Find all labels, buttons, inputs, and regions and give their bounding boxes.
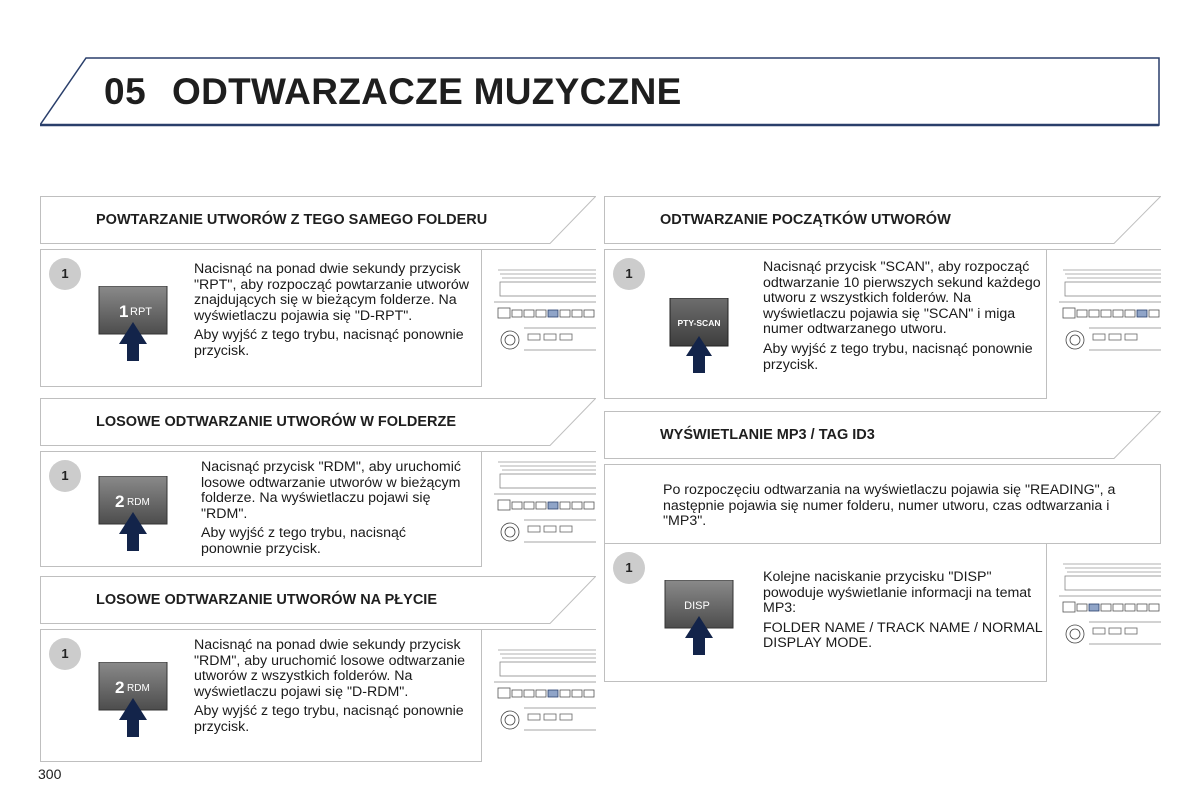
step-number: 1 [613,552,645,584]
instruction-box-repeat [40,249,596,387]
section-title: POWTARZANIE UTWORÓW Z TEGO SAMEGO FOLDERU [96,212,488,228]
instruction-box-scan [604,249,1161,399]
intro-text: Po rozpoczęciu odtwarzania na wyświetlaczu pojawia się "READING", a następnie pojawia się numer folderu, numer utworu, czas odtwarzania i "MP3". [663,482,1116,530]
rdm-button-icon [97,476,169,557]
instruction-text: Nacisnąć przycisk "SCAN", aby rozpocząć odtwarzanie 10 pierwszych sekund każdego utworu z wszystkich folderów. Na wyświetlaczu pojawia się "SCAN" i miga numer odtwarzanego utworu. Aby wyjść z tego trybu, nacisnąć ponownie przycisk. [763,259,1041,373]
section-title: LOSOWE ODTWARZANIE UTWORÓW W FOLDERZE [96,414,457,430]
section-heading-scan [604,196,1161,244]
instruction-text: Kolejne naciskanie przycisku "DISP" powoduje wyświetlanie informacji na temat MP3: FOLDER NAME / TRACK NAME / NORMAL DISPLAY MODE. [763,569,1043,652]
info-box-mp3 [604,464,1161,544]
svg-text:1: 1 [119,302,129,321]
radio-panel-illustration [1046,250,1161,399]
instruction-box-random-disc [40,629,596,762]
svg-text:PTY-SCAN: PTY-SCAN [677,318,721,328]
chapter-title: ODTWARZACZE MUZYCZNE [172,71,682,112]
radio-panel-illustration [481,630,596,762]
svg-text:2: 2 [115,492,125,511]
svg-text:RDM: RDM [127,497,150,508]
instruction-text: Nacisnąć na ponad dwie sekundy przycisk "RDM", aby uruchomić losowe odtwarzanie utworów z wszystkich folderów. Na wyświetlaczu pojawi się "D-RDM". Aby wyjść z tego trybu, nacisnąć ponownie przycisk. [194,637,466,735]
step-number: 1 [49,638,81,670]
step-number: 1 [49,460,81,492]
instruction-box-random-folder [40,451,596,567]
svg-text:RDM: RDM [127,683,150,694]
instruction-text: Nacisnąć przycisk "RDM", aby uruchomić losowe odtwarzanie utworów w bieżącym folderze. Na wyświetlaczu pojawi się "RDM". Aby wyjść z tego trybu, nacisnąć ponownie przycisk. [201,459,461,557]
radio-panel-illustration [481,250,596,387]
section-heading-repeat [40,196,596,244]
step-number: 1 [49,258,81,290]
chapter-number: 05 [104,71,147,112]
rpt-button-icon [97,286,169,367]
svg-text:RPT: RPT [130,306,152,318]
chapter-header [40,57,1161,127]
pty-scan-button-icon [669,298,729,379]
rdm-button-icon [97,662,169,743]
svg-text:DISP: DISP [684,600,710,612]
section-title: ODTWARZANIE POCZĄTKÓW UTWORÓW [660,212,951,228]
step-number: 1 [613,258,645,290]
section-heading-random-disc [40,576,596,624]
section-title: LOSOWE ODTWARZANIE UTWORÓW NA PŁYCIE [96,592,437,608]
page-number: 300 [38,766,62,782]
svg-text:2: 2 [115,678,125,697]
section-title: WYŚWIETLANIE MP3 / TAG ID3 [660,427,875,443]
instruction-text: Nacisnąć na ponad dwie sekundy przycisk "RPT", aby rozpocząć powtarzanie utworów znajdujących się w bieżącym folderze. Na wyświetlaczu pojawia się "D-RPT". Aby wyjść z tego trybu, nacisnąć ponownie przycisk. [194,261,470,359]
instruction-box-disp [604,543,1161,682]
disp-button-icon [663,580,735,661]
radio-panel-illustration [1046,544,1161,682]
radio-panel-illustration [481,452,596,567]
section-heading-random-folder [40,398,596,446]
section-heading-mp3 [604,411,1161,459]
